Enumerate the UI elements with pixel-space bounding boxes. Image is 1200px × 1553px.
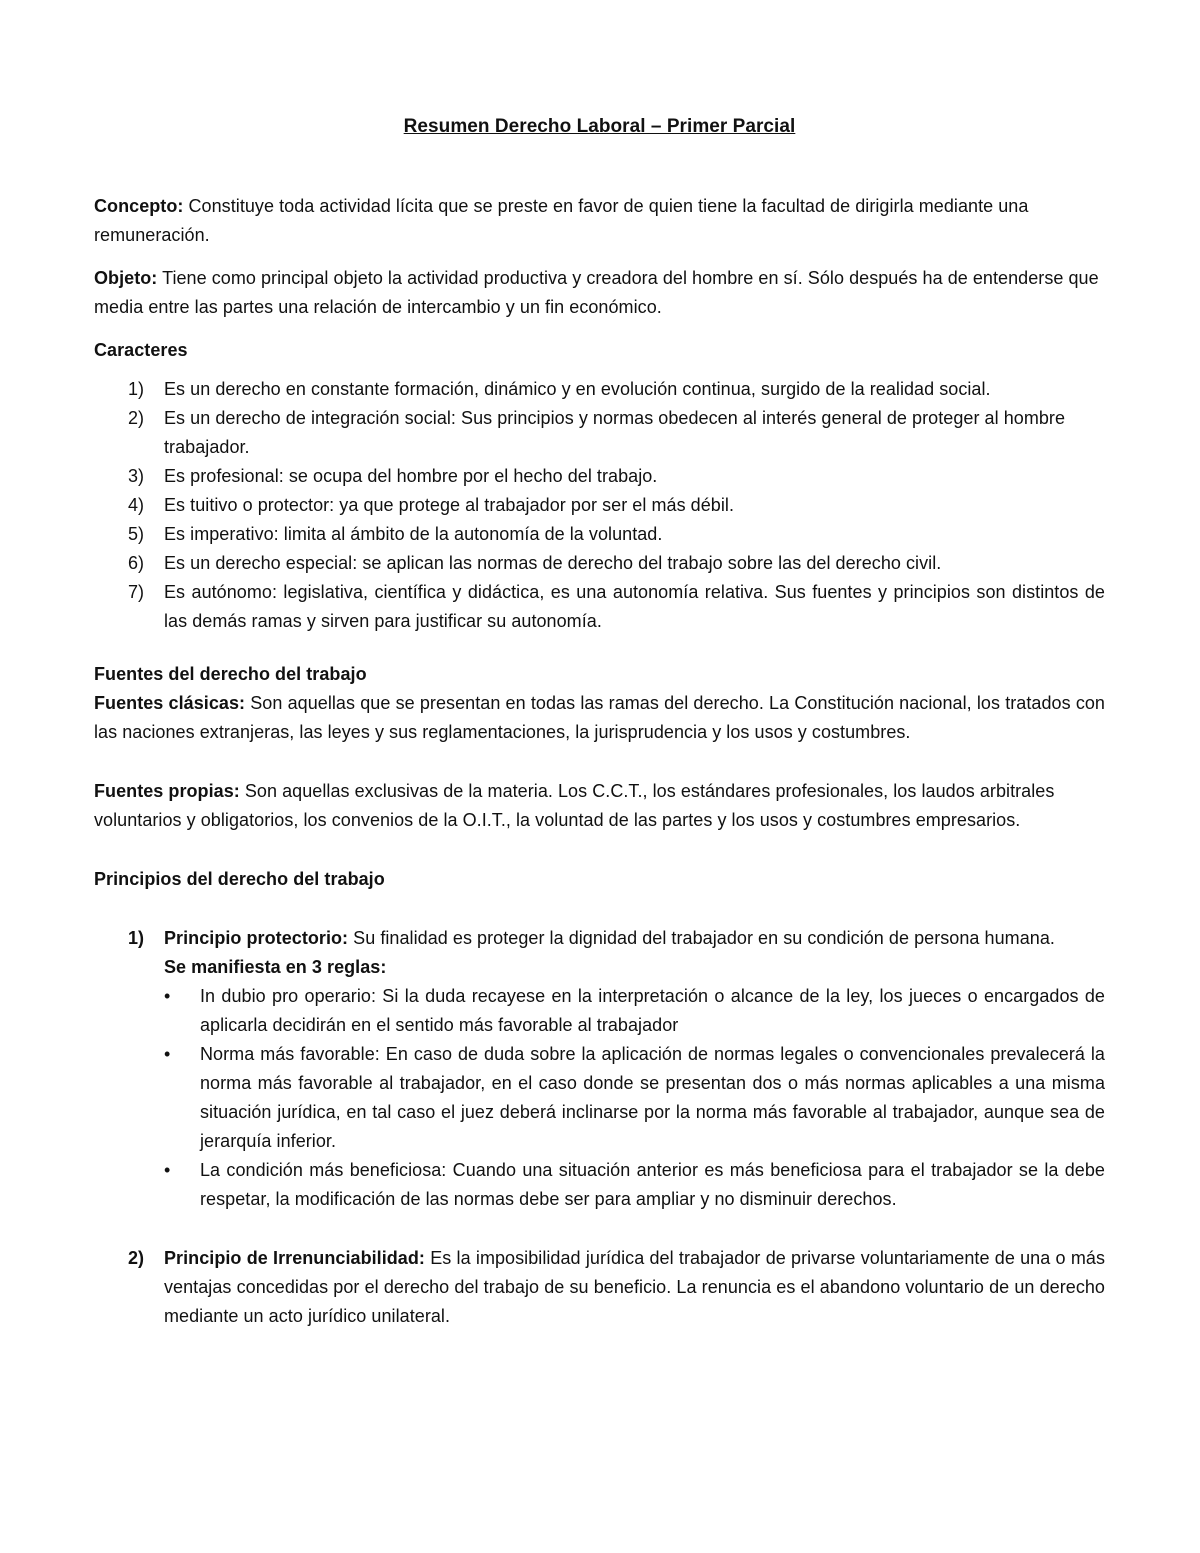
list-text: Es un derecho especial: se aplican las normas de derecho del trabajo sobre las del derecho civil. — [164, 553, 942, 573]
bullet-icon: • — [164, 1044, 171, 1064]
objeto-paragraph — [94, 264, 1105, 322]
list-item — [94, 1156, 1105, 1214]
fuentes-heading: Fuentes del derecho del trabajo — [94, 664, 367, 684]
list-item — [94, 1244, 1105, 1331]
list-number: 2) — [128, 1248, 145, 1268]
list-number: 1) — [128, 379, 145, 399]
reglas-list — [94, 982, 1105, 1214]
regla-text: La condición más beneficiosa: Cuando una situación anterior es más beneficiosa para el trabajador se la debe respetar, la modificación de las normas debe ser para ampliar y no disminuir derechos. — [200, 1160, 1105, 1209]
concepto-label: Concepto: — [94, 196, 184, 216]
objeto-label: Objeto: — [94, 268, 158, 288]
fuentes-propias-text: Son aquellas exclusivas de la materia. Los C.C.T., los estándares profesionales, los laudos arbitrales voluntarios y obligatorios, los convenios de la O.I.T., la voluntad de las partes y los usos y costumbres empresarios. — [94, 781, 1055, 830]
principios-heading: Principios del derecho del trabajo — [94, 869, 385, 889]
fuentes-propias-paragraph — [94, 777, 1105, 835]
principio-protectorio-label: Principio protectorio: — [164, 928, 349, 948]
fuentes-propias-label: Fuentes propias: — [94, 781, 240, 801]
list-text: Es un derecho de integración social: Sus principios y normas obedecen al interés general de proteger al hombre trabajador. — [164, 408, 1066, 457]
bullet-icon: • — [164, 1160, 171, 1180]
list-item — [94, 462, 1105, 491]
list-number: 6) — [128, 553, 145, 573]
caracteres-heading: Caracteres — [94, 340, 188, 360]
principio-protectorio-text: Su finalidad es proteger la dignidad del trabajador en su condición de persona humana. — [348, 928, 1055, 948]
principios-list-1 — [94, 924, 1105, 953]
list-text: Es tuitivo o protector: ya que protege al trabajador por ser el más débil. — [164, 495, 735, 515]
fuentes-clasicas-text: Son aquellas que se presentan en todas las ramas del derecho. La Constitución nacional, los tratados con las naciones extranjeras, las leyes y sus reglamentaciones, la jurisprudencia y los usos y costumbres. — [94, 693, 1105, 742]
list-text: Es profesional: se ocupa del hombre por el hecho del trabajo. — [164, 466, 658, 486]
list-item — [94, 578, 1105, 636]
list-number: 7) — [128, 582, 145, 602]
objeto-text: Tiene como principal objeto la actividad productiva y creadora del hombre en sí. Sólo después ha de entenderse que media entre las partes una relación de intercambio y un fin económico. — [94, 268, 1099, 317]
list-item — [94, 982, 1105, 1040]
reglas-heading: Se manifiesta en 3 reglas: — [164, 957, 387, 977]
list-text: Es autónomo: legislativa, científica y didáctica, es una autonomía relativa. Sus fuentes y principios son distintos de las demás ramas y sirven para justificar su autonomía. — [164, 582, 1105, 631]
concepto-text: Constituye toda actividad lícita que se preste en favor de quien tiene la facultad de dirigirla mediante una remuneración. — [94, 196, 1029, 245]
principio-irrenunciabilidad-text: Es la imposibilidad jurídica del trabajador de privarse voluntariamente de una o más ventajas concedidas por el derecho del trabajo de su beneficio. La renuncia es el abandono voluntario de un derecho mediante un acto jurídico unilateral. — [164, 1248, 1105, 1326]
list-number: 3) — [128, 466, 145, 486]
regla-text: Norma más favorable: En caso de duda sobre la aplicación de normas legales o convencionales prevalecerá la norma más favorable al trabajador, en el caso donde se presentan dos o más normas aplicables a una misma situación jurídica, en tal caso el juez deberá inclinarse por la norma más favorable al trabajador, aunque sea de jerarquía inferior. — [200, 1044, 1105, 1151]
document-content — [94, 112, 1105, 1331]
list-item — [94, 549, 1105, 578]
document-title: Resumen Derecho Laboral – Primer Parcial — [403, 116, 796, 137]
fuentes-clasicas-paragraph — [94, 689, 1105, 747]
list-item — [94, 520, 1105, 549]
principio-irrenunciabilidad-label: Principio de Irrenunciabilidad: — [164, 1248, 425, 1268]
list-number: 2) — [128, 408, 145, 428]
concepto-paragraph — [94, 192, 1105, 250]
principios-list-2 — [94, 1244, 1105, 1331]
list-number: 4) — [128, 495, 145, 515]
list-item — [94, 375, 1105, 404]
list-number: 1) — [128, 928, 145, 948]
list-text: Es imperativo: limita al ámbito de la autonomía de la voluntad. — [164, 524, 663, 544]
list-item — [94, 924, 1105, 953]
list-item — [94, 491, 1105, 520]
list-item — [94, 404, 1105, 462]
fuentes-clasicas-label: Fuentes clásicas: — [94, 693, 246, 713]
bullet-icon: • — [164, 986, 171, 1006]
regla-text: In dubio pro operario: Si la duda recayese en la interpretación o alcance de la ley, los jueces o encargados de aplicarla decidirán en el sentido más favorable al trabajador — [200, 986, 1105, 1035]
list-item — [94, 1040, 1105, 1156]
list-text: Es un derecho en constante formación, dinámico y en evolución continua, surgido de la realidad social. — [164, 379, 991, 399]
list-number: 5) — [128, 524, 145, 544]
caracteres-list — [94, 375, 1105, 636]
